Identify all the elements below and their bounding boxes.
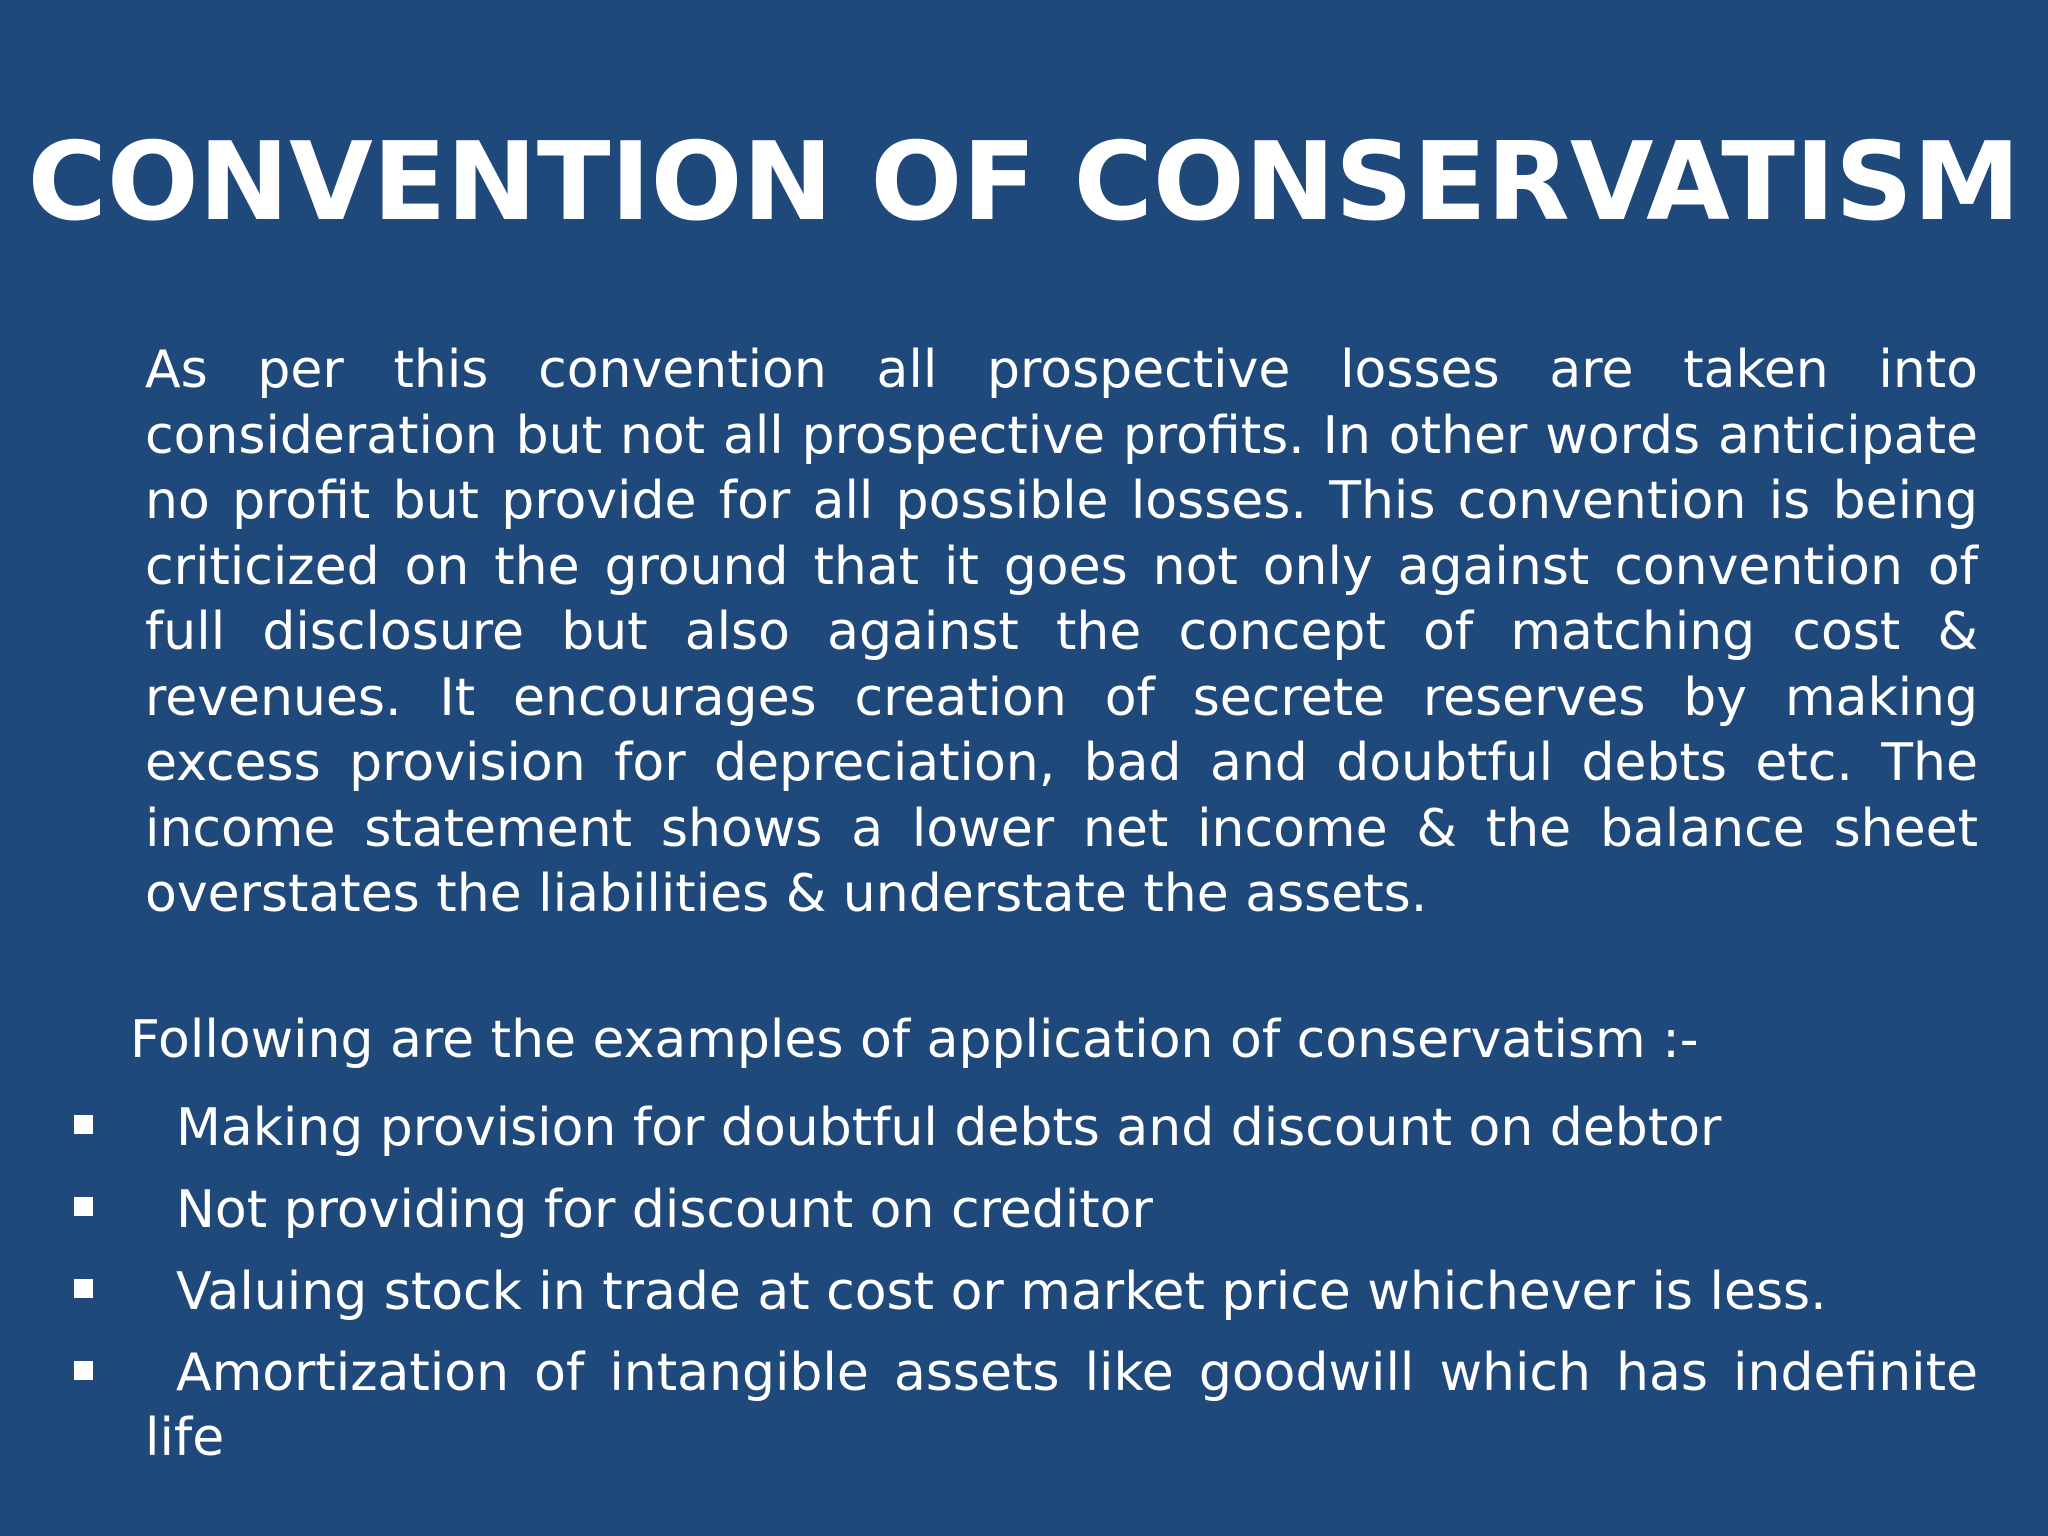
square-bullet-icon [74,1361,93,1380]
list-item-text: Valuing stock in trade at cost or market price whichever is less. [176,1262,1827,1322]
square-bullet-icon [74,1115,93,1134]
list-item-text: Making provision for doubtful debts and discount on debtor [176,1098,1722,1158]
list-item-text: Not providing for discount on creditor [176,1180,1153,1240]
slide-title: CONVENTION OF CONSERVATISM [27,120,2021,245]
examples-intro: Following are the examples of application of conservatism :- [130,1010,1699,1070]
body-paragraph: As per this convention all prospective losses are taken into consideration but not all prospective profits. In other words anticipate no profit but provide for all possible losses. This convention is being criticized on the ground that it goes not only against convention of full disclosure but also against the concept of matching cost & revenues. It encourages creation of secrete reserves by making excess provision for depreciation, bad and doubtful debts etc. The income statement shows a lower net income & the balance sheet overstates the liabilities & understate the assets. [145,340,1978,924]
list-item-text: Amortization of intangible assets like goodwill which has indefinite life [145,1343,1978,1468]
square-bullet-icon [74,1197,93,1216]
square-bullet-icon [74,1279,93,1298]
